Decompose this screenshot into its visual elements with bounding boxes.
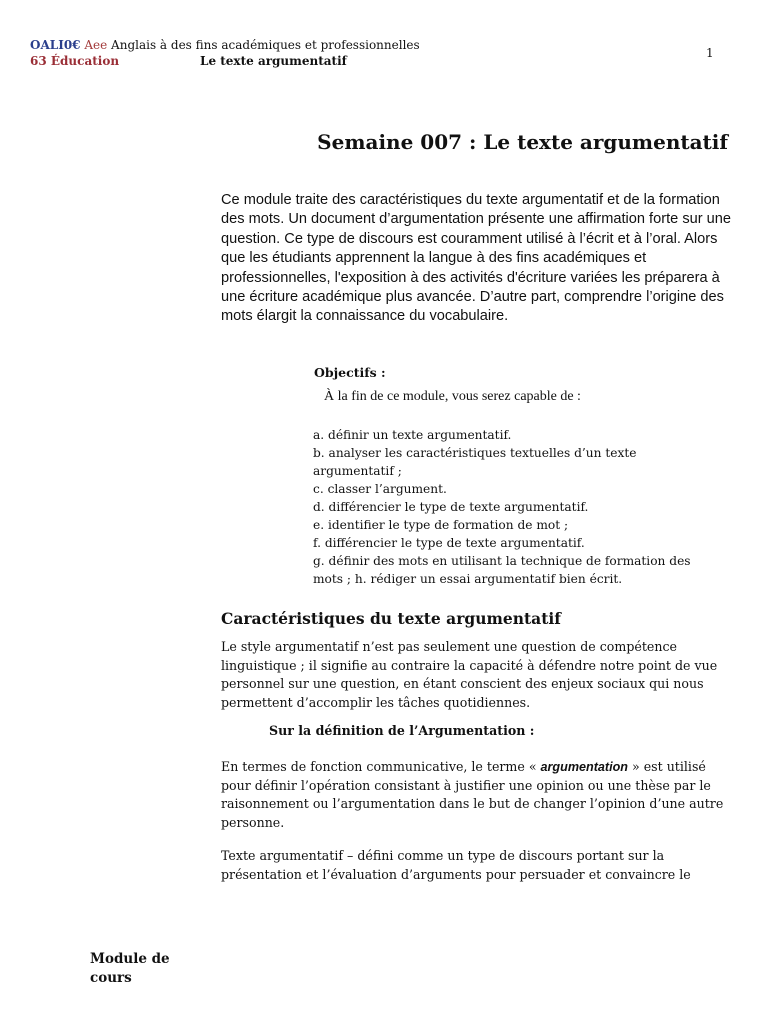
- objectives-list: [313, 426, 718, 588]
- objectives-heading: Objectifs :: [314, 365, 386, 380]
- objective-item: d. différencier le type de texte argumentatif.: [313, 500, 589, 514]
- section-heading: Caractéristiques du texte argumentatif: [221, 609, 561, 628]
- argumentative-text-paragraph: Texte argumentatif – défini comme un type de discours portant sur la présentation et l’évaluation d’arguments pour persuader et convaincre le: [221, 848, 691, 882]
- objectives-intro: À la fin de ce module, vous serez capable de :: [324, 389, 581, 404]
- definition-text-end: » est utilisé pour définir l’opération consistant à justifier une opinion ou une thèse par le raisonnement ou l’argumentation dans le but de changer l’opinion d’une autre personne.: [221, 759, 724, 830]
- objective-item: b. analyser les caractéristiques textuelles d’un texte argumentatif ;: [313, 446, 637, 478]
- course-aee: Aee: [84, 38, 108, 52]
- definition-subheading: Sur la définition de l’Argumentation :: [269, 723, 535, 738]
- page-number: 1: [706, 46, 714, 60]
- side-label: Module de cours: [90, 951, 170, 986]
- objective-item: e. identifier le type de formation de mot ;: [313, 518, 569, 532]
- definition-text-start: En termes de fonction communicative, le terme «: [221, 759, 541, 774]
- objective-item: g. définir des mots en utilisant la technique de formation des mots ; h. rédiger un essai argumentatif bien écrit.: [313, 554, 691, 586]
- department-label: 63 Éducation: [30, 54, 120, 68]
- objective-item: a. définir un texte argumentatif.: [313, 428, 512, 442]
- definition-paragraph: [221, 758, 727, 832]
- objective-item: f. différencier le type de texte argumentatif.: [313, 536, 585, 550]
- course-code: OALI0€: [30, 38, 81, 52]
- section-paragraph: Le style argumentatif n’est pas seulement une question de compétence linguistique ; il signifie au contraire la capacité à défendre notre point de vue personnel sur une question, en étant conscient des enjeux sociaux qui nous permettent d’accomplir les tâches quotidiennes.: [221, 639, 718, 710]
- page-title: Semaine 007 : Le texte argumentatif: [317, 130, 728, 154]
- header-topic: Le texte argumentatif: [200, 54, 347, 68]
- intro-paragraph: Ce module traite des caractéristiques du texte argumentatif et de la formation des mots. Un document d’argumentation présente une affirmation forte sur une question. Ce type de discours est couramment utilisé à l’écrit et à l’oral. Alors que les étudiants apprennent la langue à des fins académiques et professionnelles, l'exposition à des activités d'écriture variées les préparera à une écriture académique plus avancée. D’autre part, comprendre l’origine des mots élargit la connaissance du vocabulaire.: [221, 192, 731, 325]
- objective-item: c. classer l’argument.: [313, 482, 447, 496]
- argumentation-term: argumentation: [540, 760, 628, 774]
- header-course-line: [30, 37, 420, 53]
- course-name: Anglais à des fins académiques et professionnelles: [111, 38, 420, 52]
- header-department-line: [30, 53, 119, 69]
